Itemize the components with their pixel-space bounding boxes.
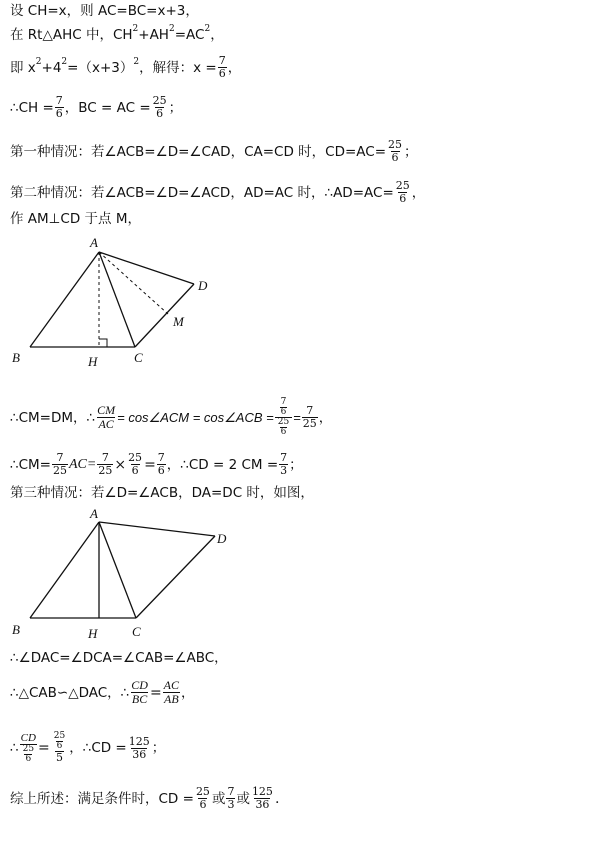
label-C: C: [132, 624, 141, 639]
label-D: D: [198, 278, 208, 293]
superscript: 2: [204, 24, 211, 34]
text: ×: [114, 456, 127, 473]
text: ；: [404, 143, 418, 160]
text: ，BC = AC =: [64, 99, 151, 116]
text: ∴: [10, 740, 19, 756]
text: ；: [151, 740, 166, 756]
fraction: $\frac{7}{6}$: [218, 54, 226, 80]
text: 第二种情况：若∠ACB=∠D=∠ACD，AD=AC 时，∴AD=AC=: [10, 184, 394, 201]
text: 第一种情况：若∠ACB=∠D=∠CAD，CA=CD 时，CD=AC=: [10, 143, 387, 160]
segment-AB: [30, 252, 99, 347]
compound-fraction: $\frac{\frac{25}{6}}{5}$: [53, 731, 66, 764]
text: ；: [289, 456, 303, 473]
label-M: M: [173, 314, 184, 329]
right-angle-mark: [99, 339, 107, 347]
fraction: $\frac{CM}{AC}$: [97, 403, 116, 431]
line-8: [10, 398, 606, 437]
text: ，解得：x =: [139, 59, 217, 76]
text: ；: [168, 99, 183, 116]
label-B: B: [12, 350, 20, 365]
text: 作 AM⊥CD 于点 M，: [10, 211, 141, 227]
segment-AD: [99, 522, 215, 536]
label-H: H: [88, 626, 98, 641]
line-10: [10, 484, 606, 502]
text: 即 x: [10, 59, 36, 76]
text: ，: [318, 409, 333, 426]
line-3: [10, 55, 606, 80]
line-11: [10, 649, 606, 667]
text: =: [38, 740, 50, 756]
compound-fraction: $\frac{CD}{\frac{25}{6}}$: [20, 732, 36, 764]
fraction: $\frac{7}{3}$: [227, 785, 235, 811]
line-9: [10, 452, 606, 477]
line-13: [10, 732, 606, 764]
fraction: $\frac{25}{6}$: [195, 785, 210, 811]
text: ，: [411, 184, 426, 201]
label-A: A: [90, 506, 98, 521]
fraction: $\frac{25}{6}$: [395, 179, 410, 205]
segment-AC: [99, 522, 136, 618]
figure-1: [8, 232, 218, 372]
compound-fraction: $\frac{\frac{7}{6}}{\frac{25}{6}}$: [275, 398, 292, 437]
line-5: [10, 139, 606, 164]
superscript: 2: [133, 56, 140, 67]
segment-CD: [136, 536, 215, 618]
text: =（x+3）: [67, 59, 134, 76]
text: 设 CH=x，则 AC=BC=x+3，: [10, 3, 199, 19]
label-B: B: [12, 622, 20, 637]
text: +AH: [138, 27, 169, 43]
text: 第三种情况：若∠D=∠ACB，DA=DC 时，如图，: [10, 485, 314, 501]
line-4: [10, 95, 606, 120]
text: .: [274, 790, 280, 807]
text: ，∴CD = 2 CM =: [166, 456, 279, 473]
text: ∴CH =: [10, 99, 54, 116]
text: ，: [210, 27, 224, 43]
text: +4: [41, 59, 62, 76]
line-14: [10, 786, 606, 811]
text: ，: [227, 59, 242, 76]
label-A: A: [90, 235, 98, 250]
label-C: C: [134, 350, 143, 365]
text: ∴CM=DM，∴: [10, 409, 96, 426]
superscript: 2: [35, 56, 42, 67]
segment-AC: [99, 252, 135, 347]
text: ∴△CAB∽△DAC，∴: [10, 684, 130, 701]
text: AC=: [68, 456, 97, 472]
text: =AC: [174, 27, 205, 43]
text: 在 Rt△AHC 中，CH: [10, 27, 133, 43]
fraction: $\frac{25}{6}$: [388, 138, 403, 164]
fraction: $\frac{7}{3}$: [280, 451, 288, 477]
text: 或: [211, 790, 226, 807]
text: =: [144, 456, 156, 473]
line-6: [10, 180, 606, 205]
fraction: $\frac{7}{6}$: [55, 94, 63, 120]
superscript: 2: [61, 56, 68, 67]
label-D: D: [217, 531, 227, 546]
figure-2: [8, 506, 248, 646]
superscript: 2: [168, 24, 175, 34]
superscript: 2: [132, 24, 139, 34]
fraction: $\frac{25}{6}$: [128, 451, 143, 477]
text: =: [149, 684, 162, 701]
line-2: [10, 26, 606, 44]
text: ∴∠DAC=∠DCA=∠CAB=∠ABC，: [10, 650, 228, 666]
line-1: [10, 2, 606, 20]
text: ∴CM=: [10, 456, 51, 473]
fraction: $\frac{7}{25}$: [52, 451, 67, 477]
fraction: $\frac{7}{6}$: [157, 451, 165, 477]
fraction: $\frac{125}{36}$: [251, 785, 273, 811]
fraction: $\frac{CD}{BC}$: [131, 678, 148, 706]
fraction: $\frac{AC}{AB}$: [163, 678, 180, 706]
text: ，∴CD =: [69, 740, 127, 756]
fraction: $\frac{25}{6}$: [152, 94, 167, 120]
segment-AD: [99, 252, 194, 284]
fraction: $\frac{7}{25}$: [98, 451, 113, 477]
fraction: $\frac{7}{25}$: [302, 404, 317, 430]
line-7: [10, 210, 606, 228]
text: 综上所述：满足条件时，CD =: [10, 790, 194, 807]
text: 或: [236, 790, 250, 807]
fraction: $\frac{125}{36}$: [128, 734, 150, 761]
text: ，: [181, 684, 195, 701]
label-H: H: [88, 354, 98, 369]
perpendicular-AM: [99, 252, 168, 314]
text: =: [293, 409, 301, 425]
segment-CD: [135, 284, 194, 347]
segment-AB: [30, 522, 99, 618]
line-12: [10, 679, 606, 706]
text: = cos∠ACM = cos∠ACB =: [117, 409, 274, 425]
